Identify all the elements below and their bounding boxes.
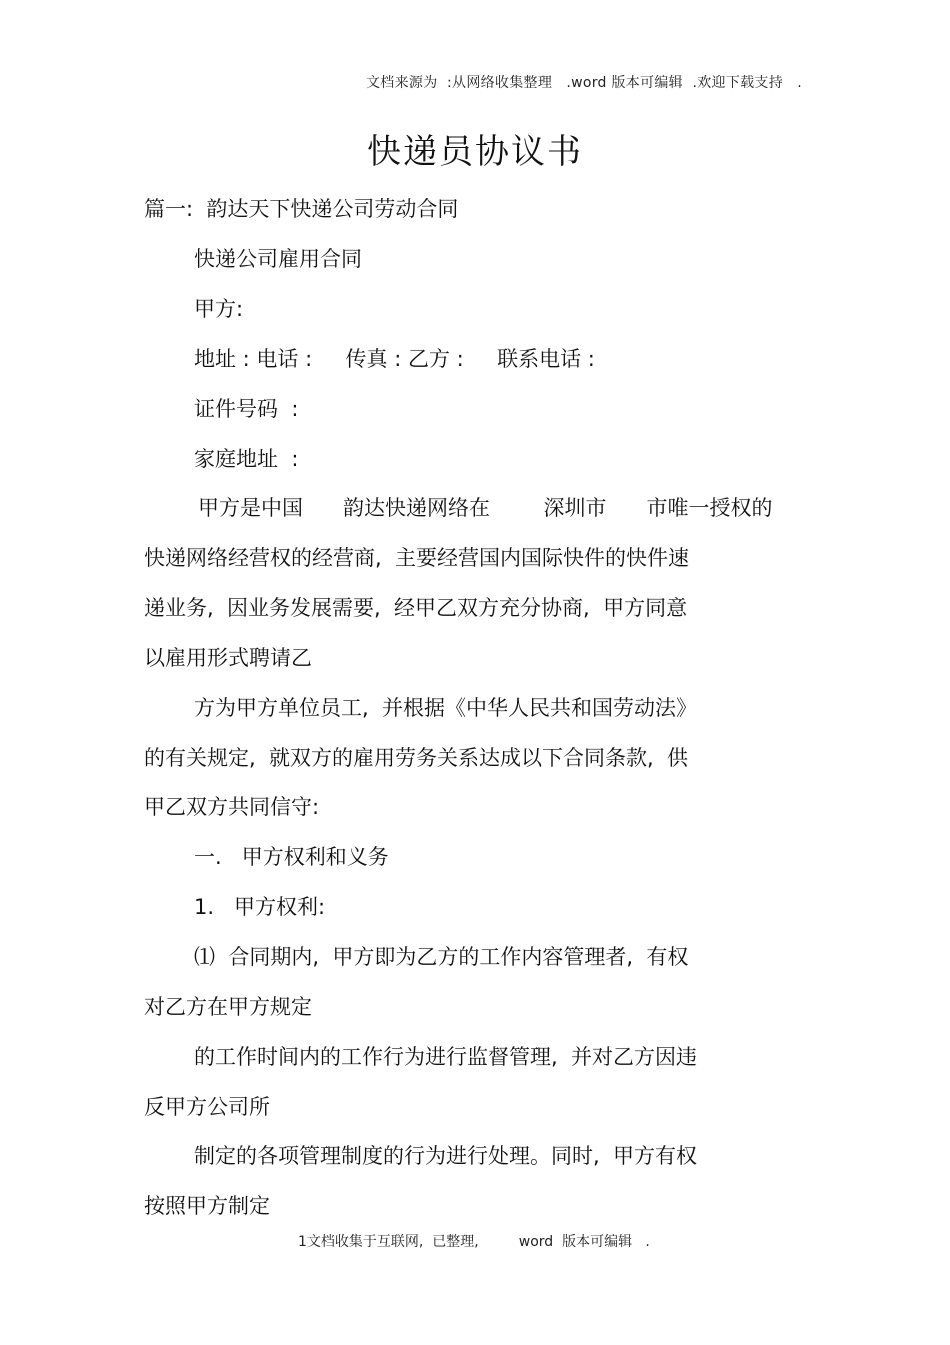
body-line: 甲方是中国 韵达快递网络在 深圳市 市唯一授权的 [198, 496, 773, 520]
body-line: 递业务, 因业务发展需要, 经甲乙双方充分协商, 甲方同意 [144, 596, 688, 620]
body-line: 的有关规定, 就双方的雇用劳务关系达成以下合同条款, 供 [144, 746, 689, 770]
body-line: 制定的各项管理制度的行为进行处理。同时, 甲方有权 [194, 1144, 698, 1168]
header-note: 文档来源为 :从网络收集整理 .word 版本可编辑 .欢迎下载支持 . [366, 75, 803, 91]
document-title: 快递员协议书 [367, 132, 583, 172]
body-line: 证件号码 : [194, 397, 299, 421]
body-line: 1. 甲方权利: [194, 895, 326, 919]
body-line: 一. 甲方权利和义务 [194, 845, 389, 869]
body-line: 甲方: [194, 297, 244, 321]
body-line: 甲乙双方共同信守: [144, 795, 320, 819]
body-line: 方为甲方单位员工, 并根据《中华人民共和国劳动法》 [194, 696, 698, 720]
body-line: 快递公司雇用合同 [194, 247, 362, 271]
body-line: 快递网络经营权的经营商, 主要经营国内国际快件的快件速 [144, 546, 690, 570]
body-line: 家庭地址 : [194, 447, 299, 471]
body-line: 按照甲方制定 [144, 1194, 270, 1218]
body-line: 篇一: 韵达天下快递公司劳动合同 [144, 197, 459, 221]
body-line: 以雇用形式聘请乙 [144, 646, 312, 670]
body-line: 对乙方在甲方规定 [144, 995, 312, 1019]
body-line: 地址 : 电话 : 传真 : 乙方 : 联系电话 : [194, 347, 595, 371]
body-line: 反甲方公司所 [144, 1095, 270, 1119]
body-line: ⑴ 合同期内, 甲方即为乙方的工作内容管理者, 有权 [194, 945, 689, 969]
body-line: 的工作时间内的工作行为进行监督管理, 并对乙方因违 [194, 1045, 698, 1069]
footer-note: 1文档收集于互联网, 已整理, word 版本可编辑 . [298, 1234, 650, 1250]
